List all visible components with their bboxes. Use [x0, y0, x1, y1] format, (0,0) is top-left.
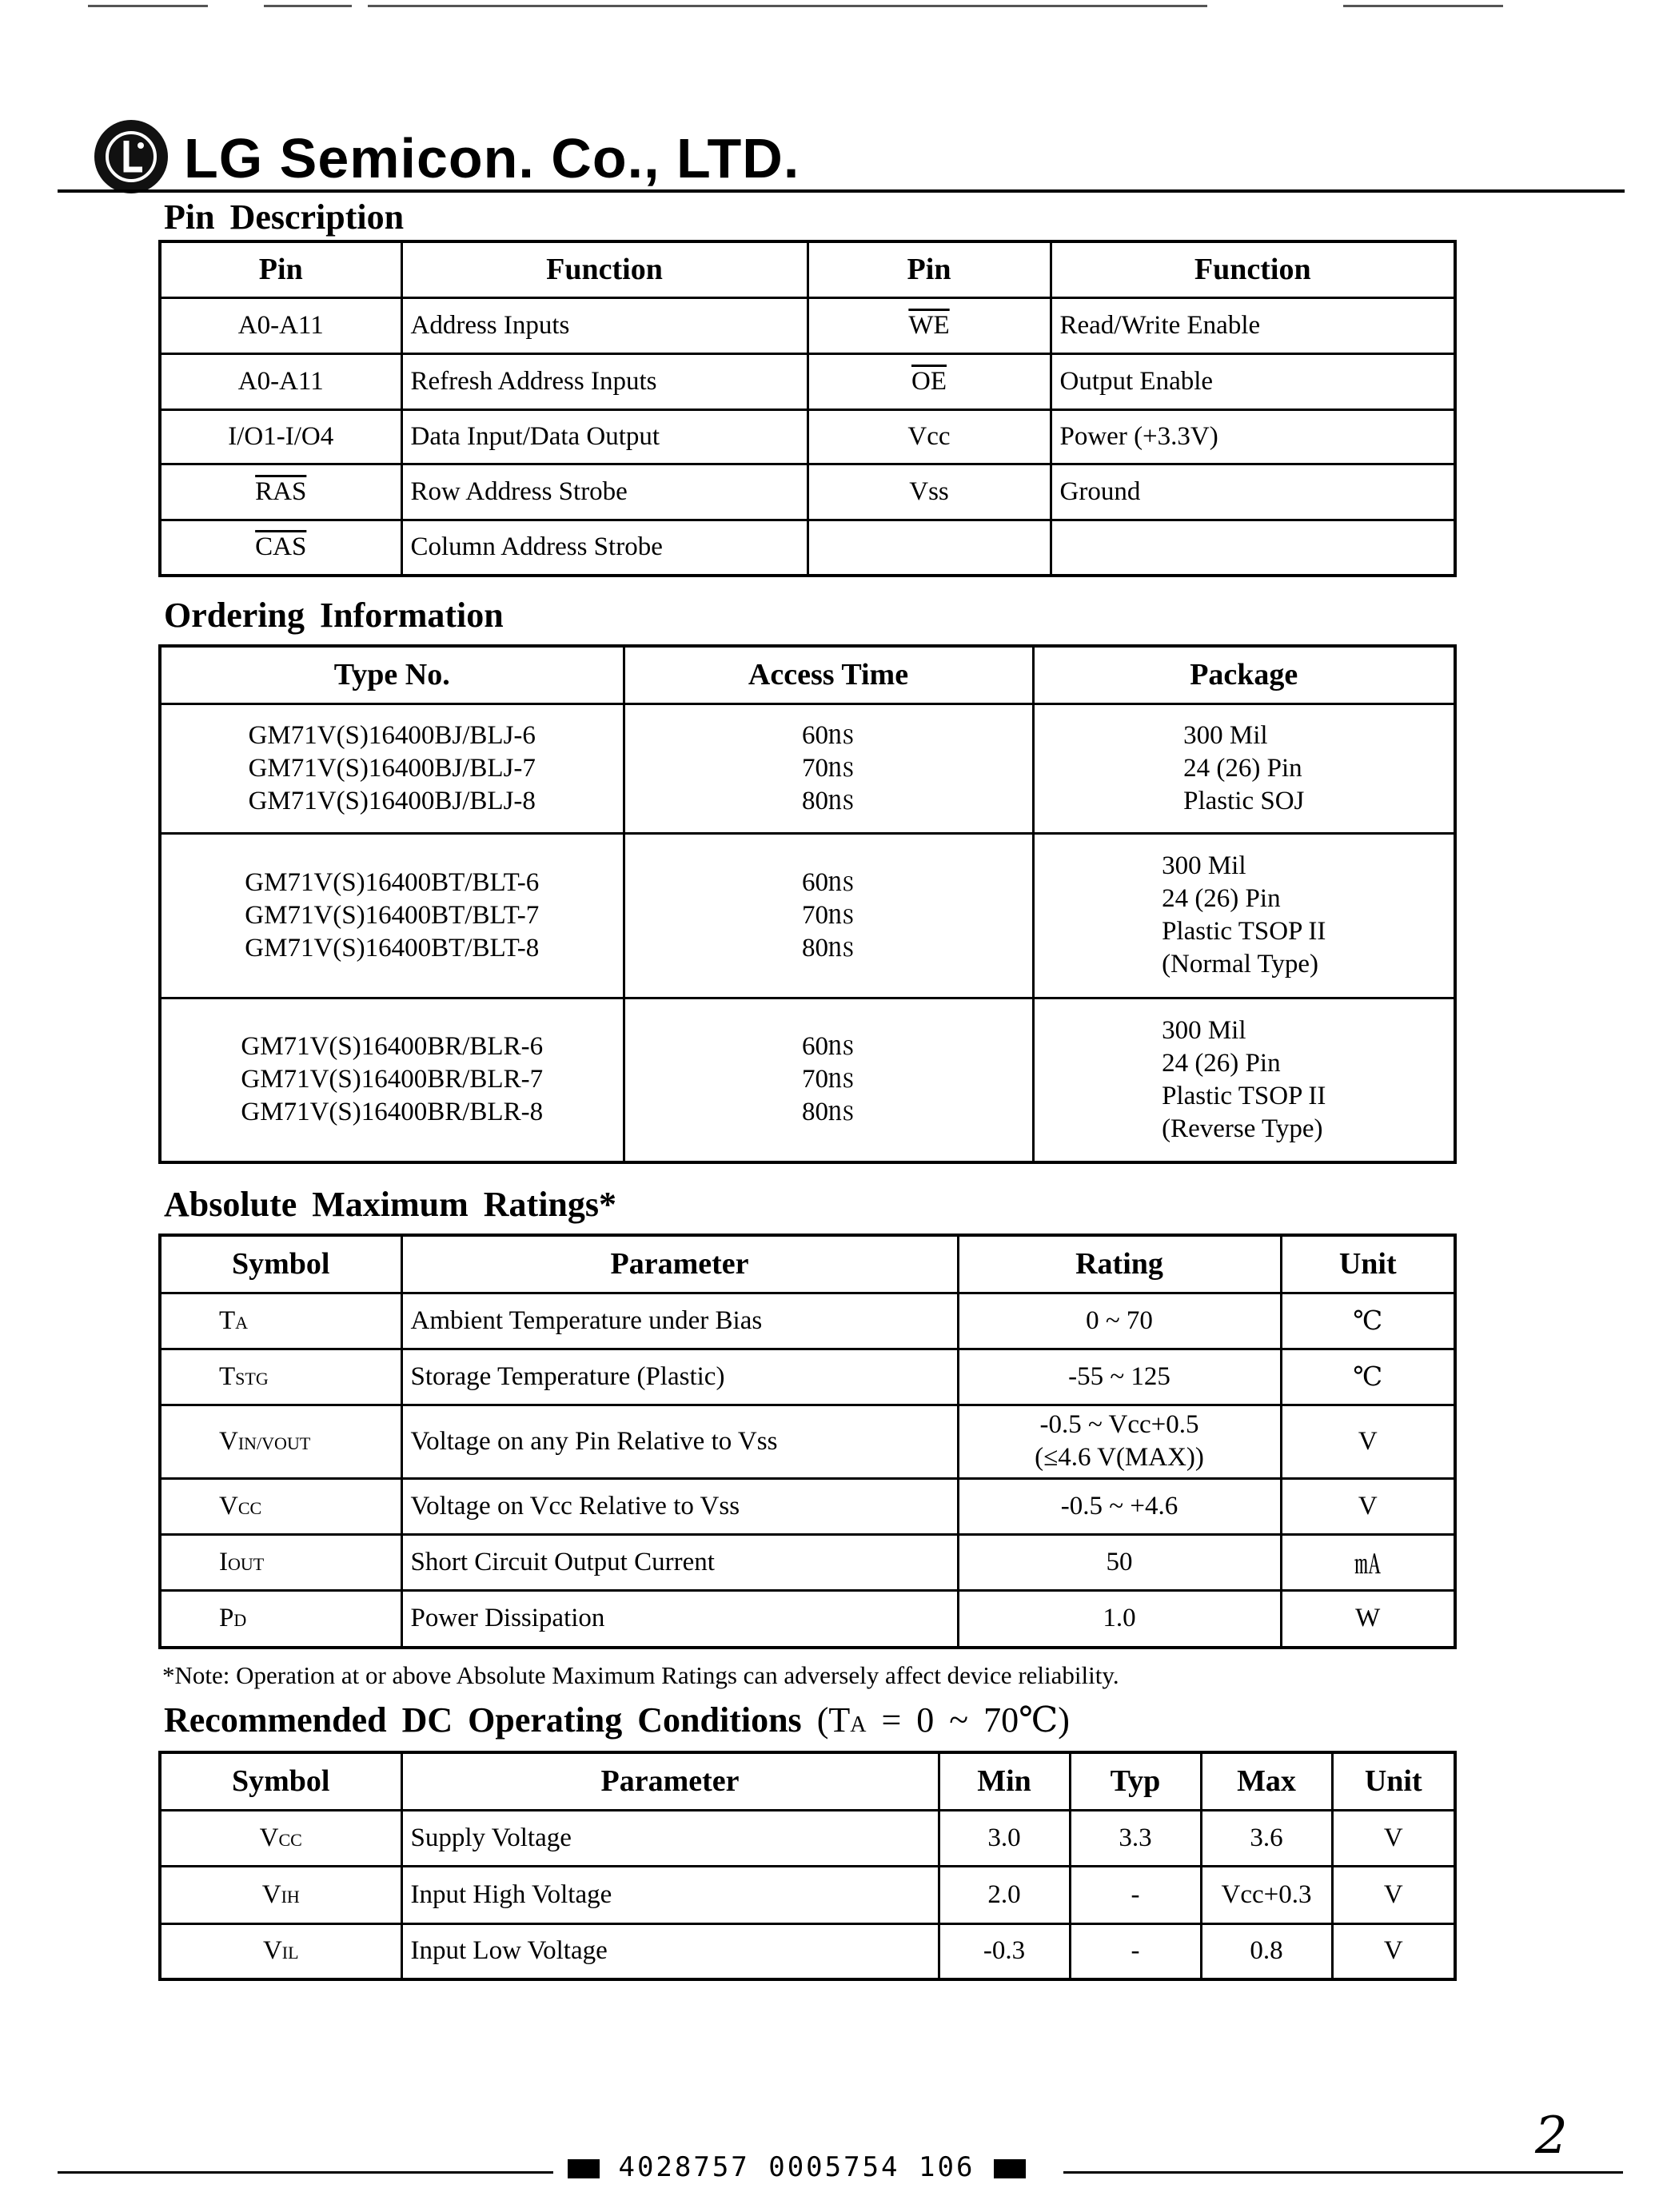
unit-cell: V [1332, 1923, 1455, 1979]
absolute-maximum-ratings-title: Absolute Maximum Ratings* [164, 1185, 617, 1224]
type-number: GM71V(S)16400BT/BLT-8 [245, 933, 540, 963]
access-time: 70㎱ [802, 900, 855, 930]
rating-cell: -55 ~ 125 [958, 1349, 1281, 1405]
symbol-cell: TA [160, 1293, 401, 1349]
lg-logo [94, 120, 168, 193]
column-header: Unit [1281, 1235, 1455, 1293]
max-cell: 3.6 [1201, 1810, 1332, 1866]
column-header: Parameter [401, 1235, 958, 1293]
access-time: 80㎱ [802, 786, 855, 815]
function-cell [1051, 520, 1455, 576]
symbol-cell: VCC [160, 1478, 401, 1534]
access-time: 60㎱ [802, 1032, 855, 1062]
function-cell: Data Input/Data Output [401, 409, 808, 464]
function-cell: Ground [1051, 464, 1455, 520]
table-header-row [160, 241, 1455, 297]
table-row [160, 1349, 1455, 1405]
column-header: Min [939, 1752, 1070, 1810]
column-header: Pin [808, 241, 1051, 297]
footer-code: 4028757 0005754 106 [568, 2154, 1026, 2181]
footer-rule [1063, 2171, 1623, 2174]
symbol-cell: VIL [160, 1923, 401, 1979]
max-cell: 0.8 [1201, 1923, 1332, 1979]
pin-cell: $\overline{OE}$ [808, 353, 1051, 409]
symbol-cell: VCC [160, 1810, 401, 1866]
column-header: Rating [958, 1235, 1281, 1293]
rating-cell: 0 ~ 70 [958, 1293, 1281, 1349]
typ-cell: - [1070, 1866, 1201, 1923]
pin-cell: A0-A11 [160, 297, 401, 353]
max-cell: Vcc+0.3 [1201, 1866, 1332, 1923]
column-header: Unit [1332, 1752, 1455, 1810]
table-header-row [160, 1752, 1455, 1810]
scan-artifact [264, 5, 352, 7]
pin-cell: A0-A11 [160, 353, 401, 409]
rating-cell: 50 [958, 1534, 1281, 1590]
column-header: Max [1201, 1752, 1332, 1810]
symbol-cell: IOUT [160, 1534, 401, 1590]
dc-condition: (TA = 0 ~ 70℃) [816, 1700, 1070, 1740]
column-header: Type No. [160, 646, 624, 703]
type-number: GM71V(S)16400BR/BLR-6 [241, 1032, 544, 1062]
ratings-note: *Note: Operation at or above Absolute Maximum Ratings can adversely affect device reliability. [162, 1661, 1119, 1689]
rating-line: (≤4.6 V(MAX)) [1035, 1443, 1204, 1472]
type-number: GM71V(S)16400BJ/BLJ-8 [248, 786, 536, 815]
access-time: 60㎱ [802, 720, 855, 750]
symbol-cell: PD [160, 1590, 401, 1648]
table-row [160, 520, 1455, 576]
table-row [160, 1590, 1455, 1648]
package-line: (Reverse Type) [1162, 1114, 1323, 1143]
footer-block [994, 2159, 1026, 2178]
dc-operating-conditions-table [158, 1751, 1457, 1981]
unit-cell: ㎃ [1281, 1534, 1455, 1590]
function-cell: Row Address Strobe [401, 464, 808, 520]
footer-block [568, 2159, 600, 2178]
table-row [160, 409, 1455, 464]
column-header: Symbol [160, 1752, 401, 1810]
pin-description-table [158, 240, 1457, 577]
table-header-row [160, 1235, 1455, 1293]
rating-line: -0.5 ~ Vcc+0.5 [1039, 1410, 1199, 1439]
table-row [160, 353, 1455, 409]
type-cell [160, 998, 624, 1162]
table-row [160, 998, 1455, 1162]
column-header: Package [1033, 646, 1455, 703]
unit-cell: W [1281, 1590, 1455, 1648]
type-number: GM71V(S)16400BR/BLR-7 [241, 1065, 544, 1094]
ordering-information-table [158, 644, 1457, 1164]
type-number: GM71V(S)16400BJ/BLJ-7 [248, 753, 536, 783]
column-header: Parameter [401, 1752, 939, 1810]
scan-artifact [368, 5, 1207, 7]
parameter-cell: Supply Voltage [401, 1810, 939, 1866]
scan-artifact [1343, 5, 1503, 7]
min-cell: 2.0 [939, 1866, 1070, 1923]
footer-rule [58, 2171, 553, 2174]
pin-cell: I/O1-I/O4 [160, 409, 401, 464]
table-row [160, 1478, 1455, 1534]
access-time-cell [624, 833, 1033, 998]
parameter-cell: Short Circuit Output Current [401, 1534, 958, 1590]
table-row [160, 1923, 1455, 1979]
pin-cell: $\overline{CAS}$ [160, 520, 401, 576]
parameter-cell: Input High Voltage [401, 1866, 939, 1923]
access-time-cell [624, 998, 1033, 1162]
package-cell [1033, 833, 1455, 998]
package-cell [1033, 998, 1455, 1162]
function-cell: Output Enable [1051, 353, 1455, 409]
parameter-cell: Storage Temperature (Plastic) [401, 1349, 958, 1405]
parameter-cell: Power Dissipation [401, 1590, 958, 1648]
pin-cell: $\overline{RAS}$ [160, 464, 401, 520]
column-header: Symbol [160, 1235, 401, 1293]
package-line: 300 Mil [1183, 720, 1268, 750]
unit-cell: V [1281, 1478, 1455, 1534]
ordering-information-title: Ordering Information [164, 596, 504, 635]
symbol-cell: VIH [160, 1866, 401, 1923]
table-row [160, 1810, 1455, 1866]
access-time: 60㎱ [802, 867, 855, 897]
access-time: 80㎱ [802, 1098, 855, 1127]
function-cell: Column Address Strobe [401, 520, 808, 576]
table-row [160, 1534, 1455, 1590]
package-line: 24 (26) Pin [1162, 884, 1281, 913]
access-time-cell [624, 703, 1033, 833]
type-number: GM71V(S)16400BT/BLT-6 [245, 867, 540, 897]
rating-cell [958, 1405, 1281, 1478]
package-cell [1033, 703, 1455, 833]
package-line: 300 Mil [1162, 1015, 1246, 1045]
access-time: 70㎱ [802, 753, 855, 783]
rating-cell: -0.5 ~ +4.6 [958, 1478, 1281, 1534]
page-number: 2 [1535, 2106, 1568, 2166]
package-line: Plastic TSOP II [1162, 917, 1326, 946]
table-row [160, 703, 1455, 833]
table-row [160, 297, 1455, 353]
min-cell: -0.3 [939, 1923, 1070, 1979]
type-cell [160, 833, 624, 998]
parameter-cell: Voltage on any Pin Relative to Vss [401, 1405, 958, 1478]
unit-cell: V [1332, 1810, 1455, 1866]
function-cell: Address Inputs [401, 297, 808, 353]
column-header: Function [401, 241, 808, 297]
function-cell: Read/Write Enable [1051, 297, 1455, 353]
package-line: 300 Mil [1162, 851, 1246, 880]
dc-operating-conditions-title: Recommended DC Operating Conditions (TA = 0 ~ 70℃) [164, 1700, 1070, 1740]
header-rule [58, 189, 1625, 193]
access-time: 70㎱ [802, 1065, 855, 1094]
table-row [160, 1866, 1455, 1923]
column-header: Access Time [624, 646, 1033, 703]
pin-cell: Vss [808, 464, 1051, 520]
parameter-cell: Ambient Temperature under Bias [401, 1293, 958, 1349]
type-number: GM71V(S)16400BJ/BLJ-6 [248, 720, 536, 750]
parameter-cell: Voltage on Vcc Relative to Vss [401, 1478, 958, 1534]
column-header: Function [1051, 241, 1455, 297]
pin-cell: $\overline{WE}$ [808, 297, 1051, 353]
package-line: Plastic TSOP II [1162, 1081, 1326, 1110]
min-cell: 3.0 [939, 1810, 1070, 1866]
function-cell: Refresh Address Inputs [401, 353, 808, 409]
column-header: Pin [160, 241, 401, 297]
unit-cell: ℃ [1281, 1349, 1455, 1405]
type-number: GM71V(S)16400BT/BLT-7 [245, 900, 540, 930]
table-row [160, 1293, 1455, 1349]
symbol-cell: VIN/VOUT [160, 1405, 401, 1478]
table-row [160, 833, 1455, 998]
function-cell: Power (+3.3V) [1051, 409, 1455, 464]
type-number: GM71V(S)16400BR/BLR-8 [241, 1098, 544, 1127]
type-cell [160, 703, 624, 833]
access-time: 80㎱ [802, 933, 855, 963]
unit-cell: ℃ [1281, 1293, 1455, 1349]
pin-description-title: Pin Description [164, 197, 405, 237]
package-line: 24 (26) Pin [1162, 1048, 1281, 1078]
parameter-cell: Input Low Voltage [401, 1923, 939, 1979]
package-line: Plastic SOJ [1183, 786, 1305, 815]
symbol-cell: TSTG [160, 1349, 401, 1405]
company-name: LG Semicon. Co., LTD. [184, 127, 800, 189]
typ-cell: 3.3 [1070, 1810, 1201, 1866]
typ-cell: - [1070, 1923, 1201, 1979]
table-row [160, 464, 1455, 520]
pin-cell: Vcc [808, 409, 1051, 464]
absolute-maximum-ratings-table [158, 1234, 1457, 1649]
package-line: 24 (26) Pin [1183, 753, 1302, 783]
unit-cell: V [1332, 1866, 1455, 1923]
rating-cell: 1.0 [958, 1590, 1281, 1648]
scan-artifact [88, 5, 208, 7]
unit-cell: V [1281, 1405, 1455, 1478]
pin-cell [808, 520, 1051, 576]
package-line: (Normal Type) [1162, 950, 1318, 978]
table-header-row [160, 646, 1455, 703]
table-row [160, 1405, 1455, 1478]
column-header: Typ [1070, 1752, 1201, 1810]
